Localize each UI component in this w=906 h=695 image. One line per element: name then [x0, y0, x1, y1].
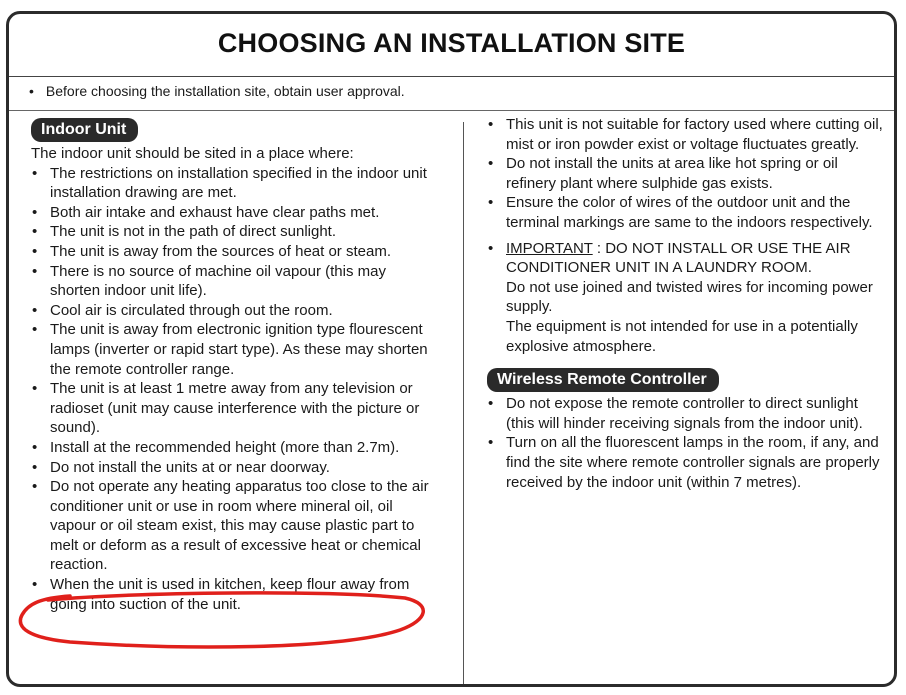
list-item: • Ensure the color of wires of the outdoor unit and the terminal markings are same to the indoors respectively.: [487, 193, 887, 232]
list-item: • Do not install the units at area like hot spring or oil refinery plant where sulphide gas exists.: [487, 154, 887, 193]
indoor-unit-section: [31, 118, 436, 614]
list-item: • Both air intake and exhaust have clear paths met.: [31, 203, 436, 223]
page-title: CHOOSING AN INSTALLATION SITE: [217, 28, 686, 58]
list-item: • Do not expose the remote controller to direct sunlight (this will hinder receiving signals from the indoor unit).: [487, 394, 887, 433]
remote-controller-heading: Wireless Remote Controller: [487, 368, 719, 392]
remote-controller-list: [487, 394, 887, 492]
important-note-atmosphere: The equipment is not intended for use in a potentially explosive atmosphere.: [506, 317, 858, 355]
list-item: • This unit is not suitable for factory used where cutting oil, mist or iron powder exist or voltage fluctuates greatly.: [487, 115, 887, 154]
important-label: IMPORTANT: [506, 239, 593, 257]
list-item: • The unit is away from electronic ignition type flourescent lamps (inverter or rapid start type). As these may shorten the remote controller range.: [31, 320, 436, 379]
intro-divider: [9, 110, 894, 111]
list-item: • The unit is at least 1 metre away from any television or radioset (unit may cause interference with the picture or sound).: [31, 379, 436, 438]
indoor-unit-list: [31, 164, 436, 615]
important-item: [487, 239, 887, 357]
right-column: [487, 115, 887, 492]
list-item: • The unit is not in the path of direct sunlight.: [31, 222, 436, 242]
bullet-icon: •: [29, 83, 34, 99]
page-frame: [6, 11, 897, 687]
title-divider: [9, 76, 894, 77]
indoor-unit-lead: The indoor unit should be sited in a place where:: [31, 145, 354, 162]
intro-bullet: [29, 83, 405, 99]
important-note-wires: Do not use joined and twisted wires for incoming power supply.: [506, 278, 873, 316]
list-item: • Do not install the units at or near doorway.: [31, 458, 436, 478]
list-item: • There is no source of machine oil vapour (this may shorten indoor unit life).: [31, 262, 436, 301]
list-item: • Cool air is circulated through out the room.: [31, 301, 436, 321]
list-item: • The restrictions on installation specified in the indoor unit installation drawing are met.: [31, 164, 436, 203]
kitchen-flour-item: • When the unit is used in kitchen, keep flour away from going into suction of the unit.: [31, 575, 436, 614]
indoor-unit-heading: Indoor Unit: [31, 118, 138, 142]
important-text: : DO NOT INSTALL OR USE THE AIR CONDITIONER UNIT IN A LAUNDRY ROOM.: [506, 239, 851, 277]
intro-text: Before choosing the installation site, obtain user approval.: [45, 83, 405, 99]
list-item: • Turn on all the fluorescent lamps in the room, if any, and find the site where remote controller signals are properly received by the indoor unit (within 7 metres).: [487, 433, 887, 492]
list-item: • The unit is away from the sources of heat or steam.: [31, 242, 436, 262]
list-item: • Do not operate any heating apparatus too close to the air conditioner unit or use in room where mineral oil, oil vapour or oil steam exist, this may cause plastic part to melt or deform as a result of excessive heat or chemical reaction.: [31, 477, 436, 575]
site-restrictions-list: [487, 115, 887, 233]
important-notice: [487, 239, 887, 357]
list-item: • Install at the recommended height (more than 2.7m).: [31, 438, 436, 458]
column-divider: [463, 122, 464, 687]
